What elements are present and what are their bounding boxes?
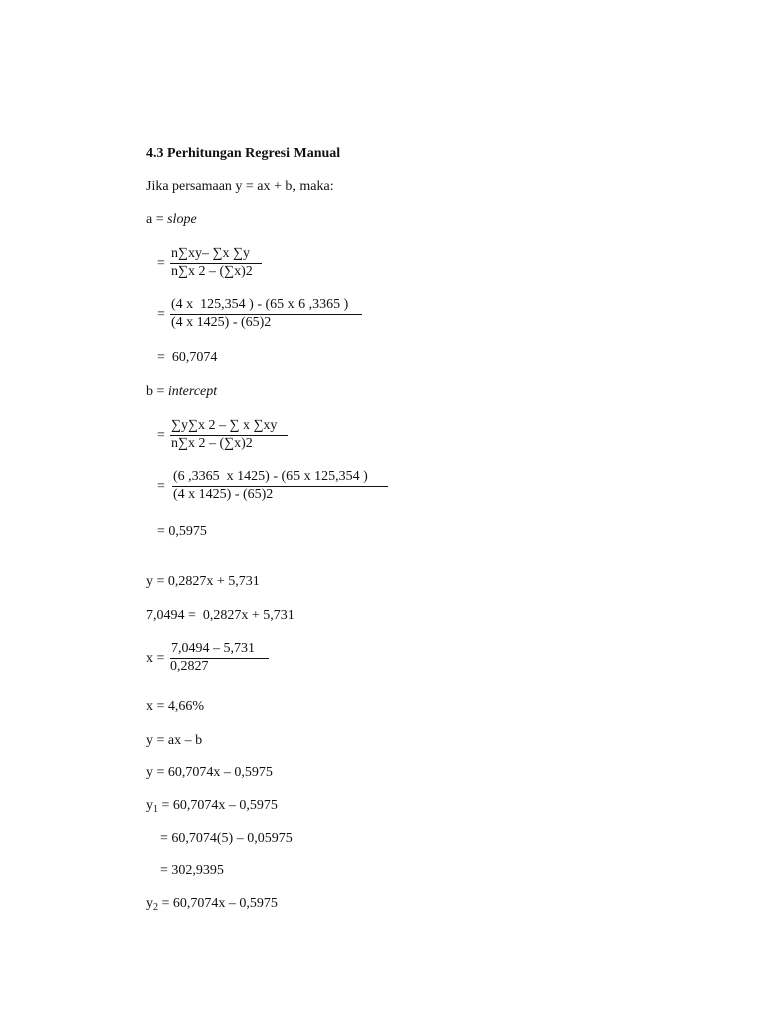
y2-var: y xyxy=(146,896,153,911)
b-name: intercept xyxy=(167,384,218,399)
b-formula-denominator: n∑x 2 – (∑x)2 xyxy=(171,436,253,451)
y2-equation xyxy=(146,896,278,912)
a-formula-numerator: n∑xy– ∑x ∑y xyxy=(171,246,250,261)
a-name: slope xyxy=(167,212,197,227)
y2-rest: = 60,7074x – 0,5975 xyxy=(158,896,278,911)
equation-line: y = 0,2827x + 5,731 xyxy=(146,574,260,589)
a-substitution-denominator: (4 x 1425) - (65)2 xyxy=(171,315,272,330)
y1-equation xyxy=(146,798,278,814)
x-fraction-label: x = xyxy=(146,651,165,666)
b-result: = 0,5975 xyxy=(157,524,207,539)
b-formula-numerator: ∑y∑x 2 – ∑ x ∑xy xyxy=(171,418,278,433)
equation-line: y = 60,7074x – 0,5975 xyxy=(146,765,273,780)
y1-calculation: = 60,7074(5) – 0,05975 xyxy=(160,831,293,846)
b-formula-equals: = xyxy=(157,428,165,443)
y1-rest: = 60,7074x – 0,5975 xyxy=(158,798,278,813)
y1-subscript: 1 xyxy=(153,804,158,815)
a-formula-equals: = xyxy=(157,256,165,271)
b-definition xyxy=(146,384,217,400)
a-substitution-equals: = xyxy=(157,307,165,322)
x-fraction-denominator: 0,2827 xyxy=(170,659,209,674)
y1-var: y xyxy=(146,798,153,813)
b-substitution-numerator: (6 ,3365 x 1425) - (65 x 125,354 ) xyxy=(173,469,368,484)
b-label: b = xyxy=(146,384,168,399)
section-heading: 4.3 Perhitungan Regresi Manual xyxy=(146,146,341,161)
equation-line: y = ax – b xyxy=(146,733,203,748)
x-result: x = 4,66% xyxy=(146,699,205,714)
b-substitution-equals: = xyxy=(157,479,165,494)
a-definition xyxy=(146,212,197,228)
equation-line: 7,0494 = 0,2827x + 5,731 xyxy=(146,608,295,623)
a-formula-denominator: n∑x 2 – (∑x)2 xyxy=(171,264,253,279)
intro-text: Jika persamaan y = ax + b, maka: xyxy=(146,179,334,194)
a-substitution-numerator: (4 x 125,354 ) - (65 x 6 ,3365 ) xyxy=(171,297,349,312)
y2-subscript: 2 xyxy=(153,902,158,913)
a-result: = 60,7074 xyxy=(157,350,218,365)
y1-result: = 302,9395 xyxy=(160,863,224,878)
b-substitution-denominator: (4 x 1425) - (65)2 xyxy=(173,487,274,502)
x-fraction-numerator: 7,0494 – 5,731 xyxy=(171,641,255,656)
a-label: a = xyxy=(146,212,168,227)
